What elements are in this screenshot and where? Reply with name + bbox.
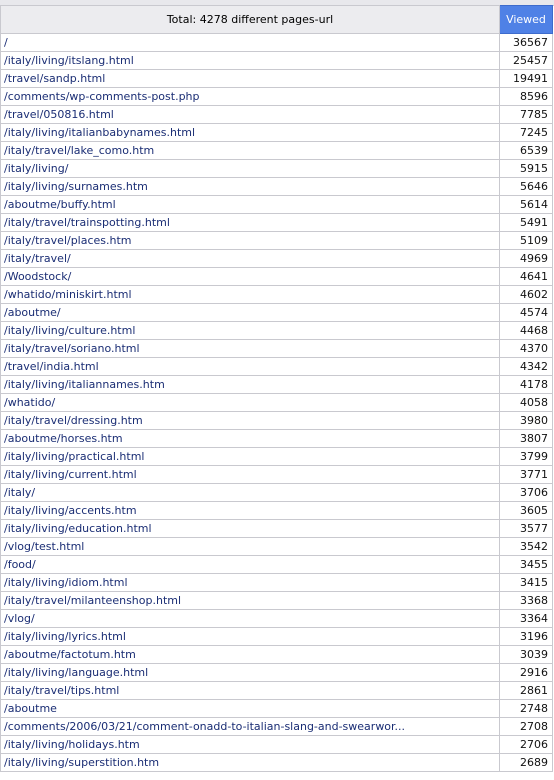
table-row — [1, 88, 553, 106]
view-count: 2689 — [500, 754, 553, 772]
table-row — [1, 664, 553, 682]
view-count: 4969 — [500, 250, 553, 268]
table-row — [1, 52, 553, 70]
table-row — [1, 268, 553, 286]
table-row — [1, 214, 553, 232]
table-row — [1, 718, 553, 736]
table-row — [1, 646, 553, 664]
view-count: 3455 — [500, 556, 553, 574]
view-count: 2708 — [500, 718, 553, 736]
table-row — [1, 178, 553, 196]
table-row — [1, 520, 553, 538]
view-count: 4178 — [500, 376, 553, 394]
table-row — [1, 538, 553, 556]
view-count: 6539 — [500, 142, 553, 160]
page-url-link[interactable]: /comments/2006/03/21/comment-onadd-to-italian-slang-and-swearwor... — [1, 718, 500, 736]
view-count: 7245 — [500, 124, 553, 142]
table-row — [1, 196, 553, 214]
view-count: 3771 — [500, 466, 553, 484]
table-row — [1, 700, 553, 718]
table-row — [1, 502, 553, 520]
page-url-link[interactable]: /italy/travel/tips.html — [1, 682, 500, 700]
page-url-link[interactable]: /italy/living/practical.html — [1, 448, 500, 466]
view-count: 36567 — [500, 34, 553, 52]
page-url-link[interactable]: /italy/living/ — [1, 160, 500, 178]
view-count: 4342 — [500, 358, 553, 376]
view-count: 5915 — [500, 160, 553, 178]
page-url-link[interactable]: /food/ — [1, 556, 500, 574]
view-count: 3799 — [500, 448, 553, 466]
page-url-link[interactable]: /whatido/miniskirt.html — [1, 286, 500, 304]
table-row — [1, 448, 553, 466]
page-url-link[interactable]: /italy/travel/soriano.html — [1, 340, 500, 358]
view-count: 3542 — [500, 538, 553, 556]
table-row — [1, 376, 553, 394]
table-row — [1, 394, 553, 412]
page-url-link[interactable]: /aboutme — [1, 700, 500, 718]
view-count: 3577 — [500, 520, 553, 538]
page-url-link[interactable]: /italy/travel/lake_como.htm — [1, 142, 500, 160]
page-url-link[interactable]: /whatido/ — [1, 394, 500, 412]
pages-url-table — [0, 5, 553, 772]
table-row — [1, 70, 553, 88]
page-url-link[interactable]: /italy/living/culture.html — [1, 322, 500, 340]
page-url-link[interactable]: /italy/living/accents.htm — [1, 502, 500, 520]
pages-url-table-container — [0, 5, 554, 772]
table-row — [1, 556, 553, 574]
view-count: 25457 — [500, 52, 553, 70]
page-url-link[interactable]: /italy/travel/places.htm — [1, 232, 500, 250]
page-url-link[interactable]: /italy/travel/ — [1, 250, 500, 268]
page-url-link[interactable]: / — [1, 34, 500, 52]
page-url-link[interactable]: /italy/living/surnames.htm — [1, 178, 500, 196]
page-url-link[interactable]: /italy/living/superstition.htm — [1, 754, 500, 772]
page-url-link[interactable]: /italy/living/lyrics.html — [1, 628, 500, 646]
table-row — [1, 412, 553, 430]
page-url-link[interactable]: /italy/living/current.html — [1, 466, 500, 484]
view-count: 3706 — [500, 484, 553, 502]
table-header-row — [1, 6, 553, 34]
view-count: 5491 — [500, 214, 553, 232]
view-count: 4641 — [500, 268, 553, 286]
view-count: 2861 — [500, 682, 553, 700]
table-row — [1, 286, 553, 304]
table-row — [1, 34, 553, 52]
page-url-link[interactable]: /aboutme/horses.htm — [1, 430, 500, 448]
page-url-link[interactable]: /travel/050816.html — [1, 106, 500, 124]
table-row — [1, 754, 553, 772]
table-row — [1, 358, 553, 376]
page-url-link[interactable]: /italy/living/language.html — [1, 664, 500, 682]
total-pages-header[interactable]: Total: 4278 different pages-url — [1, 6, 500, 34]
view-count: 4602 — [500, 286, 553, 304]
view-count: 5109 — [500, 232, 553, 250]
view-count: 4574 — [500, 304, 553, 322]
table-row — [1, 250, 553, 268]
page-url-link[interactable]: /vlog/ — [1, 610, 500, 628]
table-row — [1, 736, 553, 754]
view-count: 3807 — [500, 430, 553, 448]
table-row — [1, 124, 553, 142]
page-url-link[interactable]: /italy/travel/dressing.htm — [1, 412, 500, 430]
view-count: 5614 — [500, 196, 553, 214]
view-count: 5646 — [500, 178, 553, 196]
view-count: 19491 — [500, 70, 553, 88]
page-url-link[interactable]: /italy/living/holidays.htm — [1, 736, 500, 754]
view-count: 3605 — [500, 502, 553, 520]
page-url-link[interactable]: /italy/living/itslang.html — [1, 52, 500, 70]
table-row — [1, 574, 553, 592]
table-row — [1, 466, 553, 484]
page-url-link[interactable]: /italy/living/italianbabynames.html — [1, 124, 500, 142]
view-count: 3039 — [500, 646, 553, 664]
page-url-link[interactable]: /travel/sandp.html — [1, 70, 500, 88]
page-url-link[interactable]: /aboutme/ — [1, 304, 500, 322]
view-count: 7785 — [500, 106, 553, 124]
view-count: 2748 — [500, 700, 553, 718]
table-row — [1, 628, 553, 646]
page-url-link[interactable]: /italy/travel/milanteenshop.html — [1, 592, 500, 610]
table-row — [1, 232, 553, 250]
view-count: 3980 — [500, 412, 553, 430]
table-row — [1, 322, 553, 340]
page-url-link[interactable]: /italy/living/idiom.html — [1, 574, 500, 592]
table-row — [1, 430, 553, 448]
table-row — [1, 304, 553, 322]
page-url-link[interactable]: /aboutme/factotum.htm — [1, 646, 500, 664]
viewed-column-header[interactable]: Viewed — [500, 6, 553, 34]
page-url-link[interactable]: /travel/india.html — [1, 358, 500, 376]
view-count: 2916 — [500, 664, 553, 682]
page-url-link[interactable]: /vlog/test.html — [1, 538, 500, 556]
view-count: 3368 — [500, 592, 553, 610]
table-row — [1, 340, 553, 358]
table-row — [1, 682, 553, 700]
table-row — [1, 592, 553, 610]
table-row — [1, 484, 553, 502]
page-url-link[interactable]: /aboutme/buffy.html — [1, 196, 500, 214]
page-url-link[interactable]: /italy/living/education.html — [1, 520, 500, 538]
table-row — [1, 106, 553, 124]
page-url-link[interactable]: /italy/travel/trainspotting.html — [1, 214, 500, 232]
view-count: 4370 — [500, 340, 553, 358]
view-count: 4058 — [500, 394, 553, 412]
view-count: 4468 — [500, 322, 553, 340]
page-url-link[interactable]: /italy/ — [1, 484, 500, 502]
table-row — [1, 142, 553, 160]
view-count: 3196 — [500, 628, 553, 646]
view-count: 3364 — [500, 610, 553, 628]
view-count: 2706 — [500, 736, 553, 754]
table-body — [1, 34, 553, 772]
page-url-link[interactable]: /italy/living/italiannames.htm — [1, 376, 500, 394]
table-row — [1, 610, 553, 628]
table-row — [1, 160, 553, 178]
page-url-link[interactable]: /comments/wp-comments-post.php — [1, 88, 500, 106]
page-url-link[interactable]: /Woodstock/ — [1, 268, 500, 286]
view-count: 8596 — [500, 88, 553, 106]
view-count: 3415 — [500, 574, 553, 592]
